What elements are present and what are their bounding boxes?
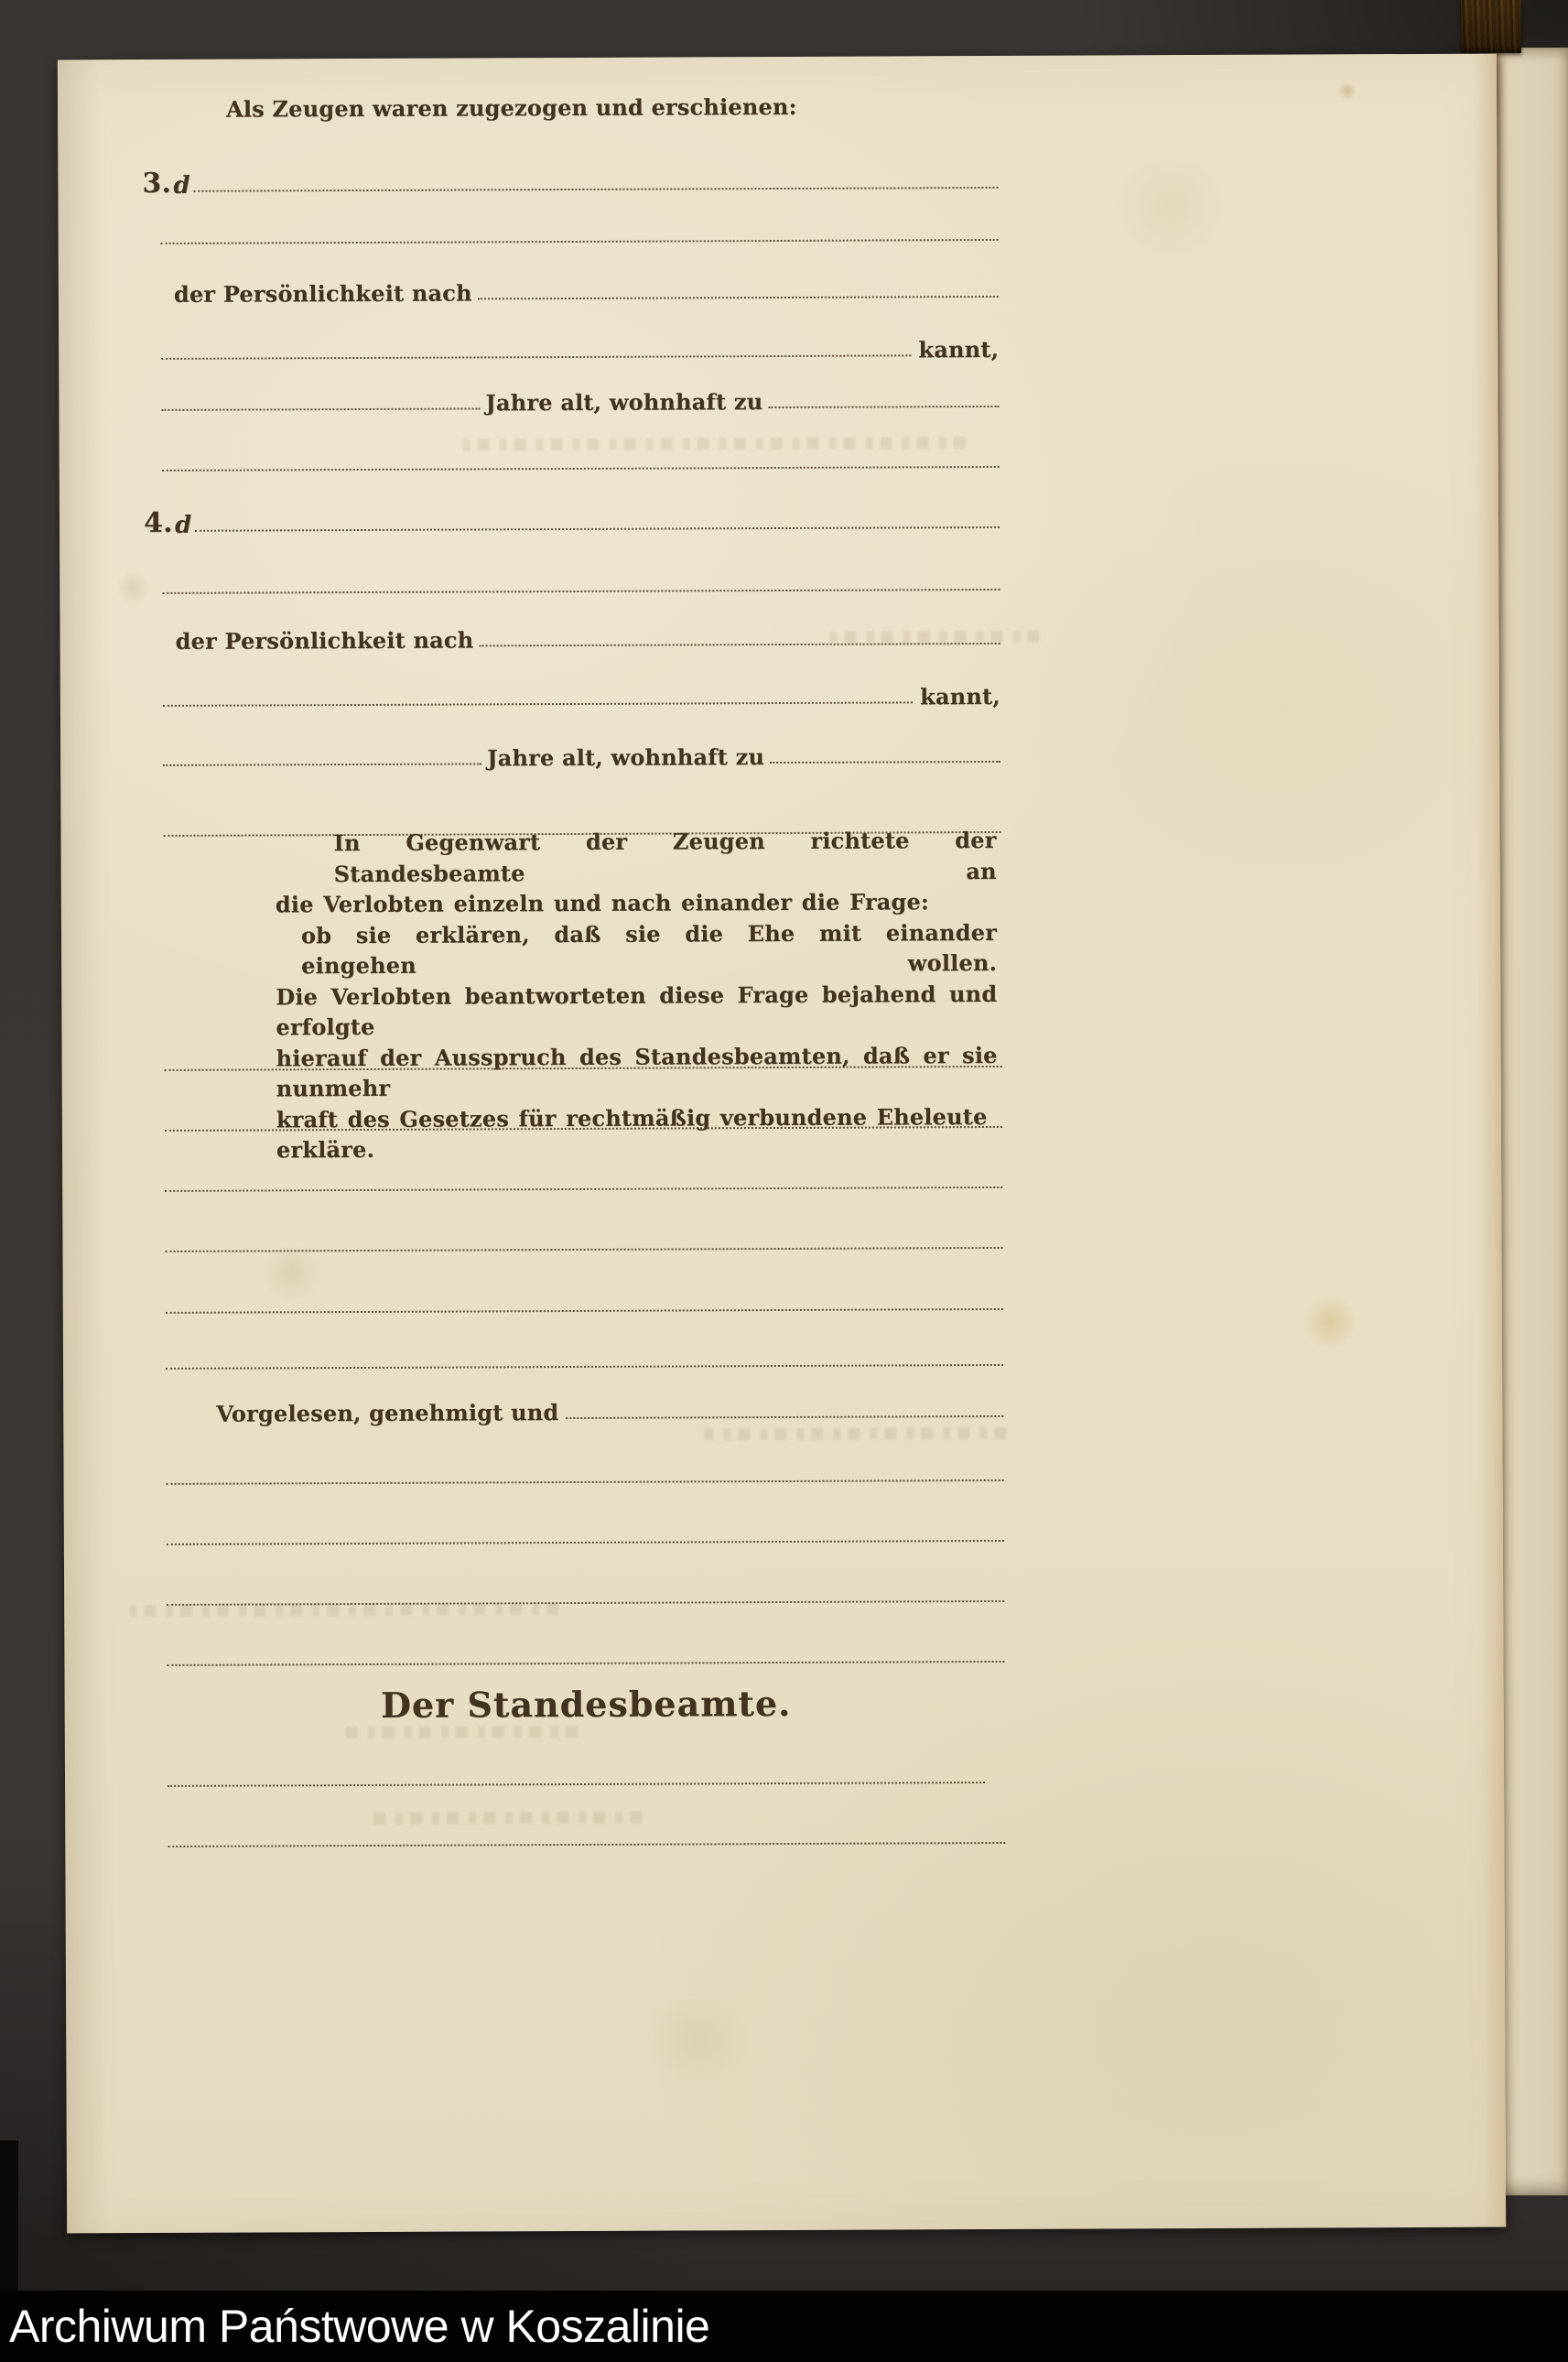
dotted-writein-line xyxy=(165,1066,1002,1071)
dotted-writein-line xyxy=(195,526,1000,532)
dotted-writein-line xyxy=(161,407,480,411)
paper-stain xyxy=(1337,81,1357,100)
dotted-writein-row xyxy=(165,1100,1002,1137)
dotted-writein-line xyxy=(168,1782,985,1787)
declaration-line: ob sie erklären, daß sie die Ehe mit einander eingehen wollen. xyxy=(300,918,998,980)
dotted-writein-row xyxy=(166,1454,1003,1490)
known-suffix-label: kannt, xyxy=(920,682,1000,710)
witness-3-known-row xyxy=(161,329,999,365)
adjacent-page-edge xyxy=(1496,48,1568,2195)
dotted-writein-line xyxy=(770,761,1000,764)
witness-3-article: d xyxy=(173,171,190,200)
dotted-writein-line xyxy=(163,763,481,766)
witness-4-age-row xyxy=(163,735,1000,772)
dotted-writein-row xyxy=(165,1161,1002,1197)
dotted-writein-line xyxy=(161,354,911,360)
dotted-writein-line xyxy=(193,187,998,192)
witness-4-number: 4. xyxy=(143,506,173,540)
declaration-line: hierauf der Ausspruch des Standesbeamten, daß er sie nunmehr xyxy=(276,1041,998,1102)
ink-bleedthrough-mark xyxy=(453,437,966,450)
paper-stain xyxy=(1301,1295,1359,1349)
paper-stain xyxy=(1110,156,1229,257)
declaration-line: Die Verlobten beantworteten diese Frage bejahend und erfolgte xyxy=(276,980,998,1041)
dotted-writein-line xyxy=(167,1479,1004,1485)
background-shadow-strip xyxy=(0,2140,18,2292)
dotted-writein-line xyxy=(165,1186,1002,1192)
paper-stain xyxy=(114,572,151,603)
witness-4-known-row xyxy=(163,676,1000,712)
witness-3-entry-row xyxy=(142,161,998,198)
dotted-writein-line xyxy=(167,1661,1004,1666)
readout-label: Vorgelesen, genehmigt und xyxy=(216,1398,559,1427)
registrar-heading: Der Standesbeamte. xyxy=(380,1682,792,1726)
dotted-writein-row xyxy=(166,1338,1003,1375)
declaration-line: die Verlobten einzeln und nach einander die Frage: xyxy=(275,888,930,918)
ink-bleedthrough-mark xyxy=(820,631,1040,644)
ink-bleedthrough-mark xyxy=(340,1726,578,1739)
dotted-writein-line xyxy=(161,239,999,244)
age-residence-label: Jahre alt, wohnhaft zu xyxy=(485,387,763,417)
archive-watermark-bar xyxy=(0,2291,1568,2362)
dotted-writein-row xyxy=(167,1514,1004,1551)
dotted-writein-line xyxy=(163,701,913,707)
witness-3-number: 3. xyxy=(142,167,172,200)
dotted-writein-line xyxy=(166,1308,1003,1314)
identity-label: der Persönlichkeit nach xyxy=(173,279,472,308)
dotted-writein-line xyxy=(166,1364,1003,1370)
paper-stain xyxy=(633,1998,762,2081)
dotted-writein-row xyxy=(165,1040,1002,1077)
declaration-line: In Gegenwart der Zeugen richtete der Standesbeamte an xyxy=(333,826,997,887)
dotted-writein-line xyxy=(165,1126,1002,1132)
dotted-writein-line xyxy=(768,406,999,408)
ink-bleedthrough-mark xyxy=(704,1427,1006,1440)
witness-4-entry-row xyxy=(143,501,1000,540)
paper-stain xyxy=(259,1245,323,1300)
dotted-writein-row xyxy=(161,213,999,250)
dotted-writein-line xyxy=(162,466,1000,471)
dotted-writein-line xyxy=(162,589,1000,594)
dotted-writein-line xyxy=(478,296,999,299)
witness-3-age-row xyxy=(161,380,999,417)
ink-bleedthrough-mark xyxy=(367,1812,642,1825)
witness-3-identity-row xyxy=(161,270,999,307)
age-residence-label: Jahre alt, wohnhaft zu xyxy=(487,742,765,772)
dotted-writein-line xyxy=(479,643,1000,646)
dotted-writein-line xyxy=(566,1415,1003,1419)
identity-label: der Persönlichkeit nach xyxy=(175,626,474,655)
dotted-writein-line xyxy=(168,1842,1005,1847)
archive-name-text: Archiwum Państwowe w Koszalinie xyxy=(9,2301,710,2352)
known-suffix-label: kannt, xyxy=(918,335,1000,363)
ink-bleedthrough-mark xyxy=(128,1603,558,1617)
witnesses-section-header: Als Zeugen waren zugezogen und erschienen: xyxy=(226,92,797,123)
dotted-writein-row xyxy=(167,1635,1004,1672)
declaration-line: kraft des Gesetzes für rechtmäßig verbundene Eheleute erkläre. xyxy=(276,1102,988,1164)
readout-approval-row xyxy=(166,1390,1003,1426)
book-binding-headband xyxy=(1461,0,1521,53)
document-page xyxy=(58,54,1506,2234)
dotted-writein-line xyxy=(167,1540,1004,1545)
dotted-writein-row xyxy=(162,563,1000,600)
signature-line-row xyxy=(168,1756,1005,1793)
witness-4-article: d xyxy=(174,511,192,539)
